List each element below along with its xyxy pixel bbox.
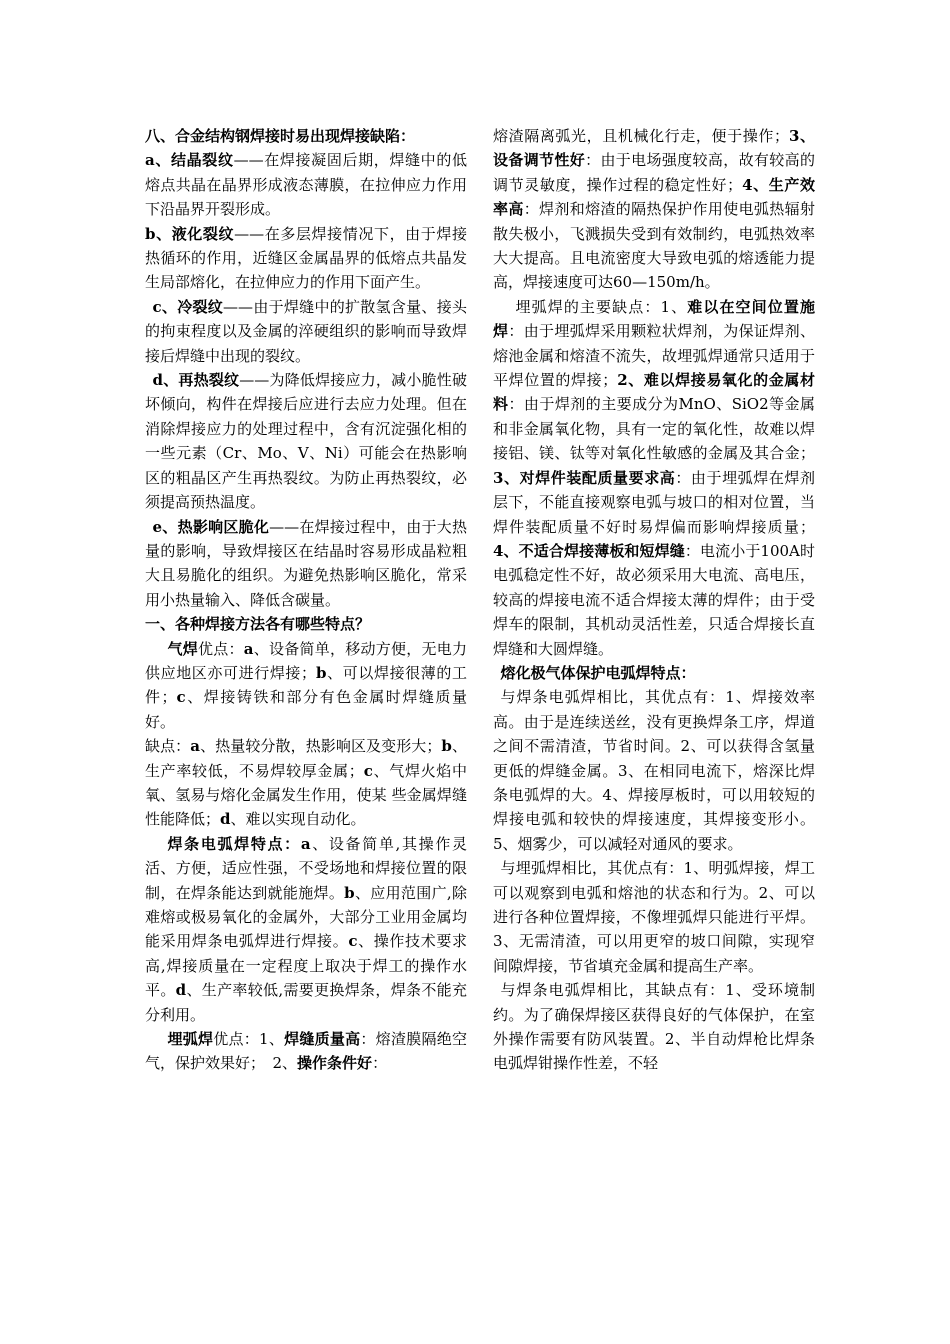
para-smaw	[145, 832, 467, 1027]
para-saw-continued	[493, 124, 815, 295]
para-gmaw-disadvantages: 与焊条电弧焊相比，其缺点有：1、受环境制约。为了确保焊接区获得良好的气体保护，在室外操作需要有防风装置。2、半自动焊枪比焊条电弧焊钳操作性差，不轻	[493, 981, 815, 1073]
saw-dis-pre: 埋弧焊的主要缺点：1、	[515, 297, 688, 316]
text-a: ——在焊接凝固后期，焊缝中的低熔点共晶在晶界形成液态薄膜，在拉伸应力作用下沿晶界开裂形成。	[145, 151, 467, 219]
text-b: ——在多层焊接情况下，由于焊接热循环的作用，近缝区金属晶界的低熔点共晶发生局部熔化，在拉伸应力的作用下面产生。	[145, 224, 467, 292]
saw-cont: 熔渣隔离弧光，且机械化行走，便于操作；	[493, 127, 789, 145]
smaw-t3: 、操作技术要求高,焊接质量在一定程度上取决于焊工的操作水平。	[145, 932, 467, 1000]
gas-d4: d	[220, 810, 231, 829]
text-c: ——由于焊缝中的扩散氢含量、接头的拘束程度以及金属的淬硬组织的影响而导致焊接后焊缝中出现的裂纹。	[145, 297, 467, 365]
para-gas-disadvantages	[145, 734, 467, 832]
sd3-text: ：由于埋弧焊在焊剂层下，不能直接观察电弧与坡口的相对位置，当焊件装配质量不好时易焊偏而影响焊接质量；	[493, 468, 815, 536]
term-e: e、热影响区脆化	[152, 517, 270, 536]
gas-dt2: 、生产率较低，不易焊较厚金属；	[145, 737, 467, 780]
sd2-term: 2、难以焊接易氧化的金属材料	[493, 371, 815, 414]
para-saw-disadvantages	[493, 295, 815, 661]
para-reheat-crack	[145, 368, 467, 514]
gas-t3: 、焊接铸铁和部分有色金属时焊缝质量好。	[145, 688, 467, 731]
gas-dt3: 、气焊火焰中氧、氢易与熔化金属发生作用，使某 些金属焊缝性能降低；	[145, 761, 467, 829]
gas-d1: a	[190, 737, 200, 756]
text-e: ——在焊接过程中，由于大热量的影响，导致焊接区在结晶时容易形成晶粒粗大且易脆化的组织。为避免热影响区脆化，常采用小热量输入、降低含碳量。	[145, 517, 467, 609]
gas-d3: c	[363, 761, 373, 780]
gas-t2: 、可以焊接很薄的工件；	[145, 663, 467, 707]
gas-dt1: 、热量较分散，热影响区及变形大；	[200, 737, 442, 756]
para-saw	[145, 1027, 467, 1076]
saw-r3-text: ：由于电场强度较高，故有较高的调节灵敏度，操作过程的稳定性好；	[493, 151, 815, 194]
term-a: a、结晶裂纹	[145, 151, 234, 170]
saw-b2: 操作条件好	[297, 1054, 373, 1073]
saw-t1: ：熔渣膜隔绝空气，保护效果好； 2、	[145, 1030, 467, 1073]
para-cold-crack	[145, 295, 467, 368]
gas-d2: b	[441, 737, 452, 756]
para-liquation-crack	[145, 222, 467, 295]
term-smaw: 焊条电弧焊特点：	[167, 834, 301, 853]
smaw-b: b	[344, 883, 355, 902]
para-haz-embrittlement	[145, 515, 467, 613]
smaw-a: a	[300, 834, 311, 853]
heading-methods: 一、各种焊接方法各有哪些特点？	[145, 615, 371, 634]
gas-t1: 、设备简单，移动方便，无电力供应地区亦可进行焊接；	[145, 639, 467, 682]
gas-a1: a	[243, 639, 254, 658]
gas-a3: c	[176, 688, 186, 707]
para-gmaw-vs-smaw: 与焊条电弧焊相比，其优点有：1、焊接效率高。由于是连续送丝，没有更换焊条工序，焊道之间不需清渣，节省时间。2、可以获得含氢量更低的焊缝金属。3、在相同电流下，熔深比焊条电弧焊的大。4、焊接厚板时，可以用较短的焊接电弧和较快的焊接速度，其焊接变形小。5、烟雾少，可以减轻对通风的要求。	[493, 688, 815, 853]
right-column	[493, 124, 815, 1076]
term-saw: 埋弧焊	[167, 1030, 214, 1049]
smaw-t2: 、应用范围广,除难熔或极易氧化的金属外，大部分工业用金属均能采用焊条电弧焊进行焊接。	[145, 883, 467, 951]
smaw-t4: 、生产率较低,需要更换焊条，焊条不能充分利用。	[145, 981, 467, 1024]
smaw-c: c	[348, 932, 358, 951]
saw-r4-text: ：焊剂和熔渣的隔热保护作用使电弧热辐射散失极小，飞溅损失受到有效制约，电弧热效率大大提高。且电流密度大导致电弧的熔透能力提高，焊接速度可达60—150m/h。	[493, 200, 815, 292]
saw-t2: ：	[372, 1054, 388, 1073]
sd2-text: ：由于焊剂的主要成分为MnO、SiO2等金属和非金属氧化物，具有一定的氧化性，故难以焊接铝、镁、钛等对氧化性敏感的金属及其合金；	[493, 395, 815, 463]
term-d: d、再热裂纹	[152, 371, 240, 390]
heading-defects: 八、合金结构钢焊接时易出现焊接缺陷：	[145, 127, 416, 145]
gas-a2: b	[316, 663, 327, 682]
saw-r4-term: 4、生产效率高	[493, 175, 815, 219]
term-gas: 气焊	[167, 639, 198, 658]
para-crystallization-crack	[145, 148, 467, 221]
text-d: ——为降低焊接应力，减小脆性破坏倾向，构件在焊接后应进行去应力处理。但在消除焊接应力的处理过程中，含有沉淀强化相的一些元素（Cr、Mo、V、Ni）可能会在热影响区的粗晶区产生再热裂纹。为防止再热裂纹，必须提高预热温度。	[145, 371, 467, 512]
para-gmaw-vs-saw: 与埋弧焊相比，其优点有：1、明弧焊接，焊工可以观察到电弧和熔池的状态和行为。2、可以进行各种位置焊接，不像埋弧焊只能进行平焊。3、无需清渣，可以用更窄的坡口间隙，实现窄间隙焊接，节省填充金属和提高生产率。	[493, 859, 815, 975]
sd4-term: 4、不适合焊接薄板和短焊缝	[493, 541, 685, 560]
sd1-text: ：由于埋弧焊采用颗粒状焊剂，为保证焊剂、熔池金属和熔渣不流失，故埋弧焊通常只适用于平焊位置的焊接；	[493, 322, 815, 390]
gas-adv-label: 优点：	[198, 639, 244, 658]
saw-r3-term: 3、设备调节性好	[493, 127, 815, 170]
para-gas-welding	[145, 637, 467, 735]
heading-gmaw: 熔化极气体保护电弧焊特点：	[500, 663, 696, 682]
sd3-term: 3、对焊件装配质量要求高	[493, 468, 676, 487]
gas-dis-label: 缺点：	[145, 737, 191, 756]
left-column	[145, 124, 467, 1076]
gas-dt4: 、难以实现自动化。	[230, 810, 366, 829]
smaw-d: d	[175, 981, 187, 1000]
sd1-term: 难以在空间位置施焊	[493, 297, 815, 341]
saw-pre: 优点：1、	[213, 1030, 285, 1049]
term-c: c、冷裂纹	[152, 297, 224, 316]
smaw-t1: 、设备简单,其操作灵活、方便，适应性强，不受场地和焊接位置的限制，在焊条能达到就能施焊。	[145, 834, 467, 902]
saw-b1: 焊缝质量高	[284, 1030, 361, 1049]
sd4-text: ：电流小于100A时电弧稳定性不好，故必须采用大电流、高电压，较高的焊接电流不适合焊接太薄的焊件；由于受焊车的限制，其机动灵活性差，只适合焊接长直焊缝和大圆焊缝。	[493, 541, 815, 658]
term-b: b、液化裂纹	[145, 224, 235, 243]
